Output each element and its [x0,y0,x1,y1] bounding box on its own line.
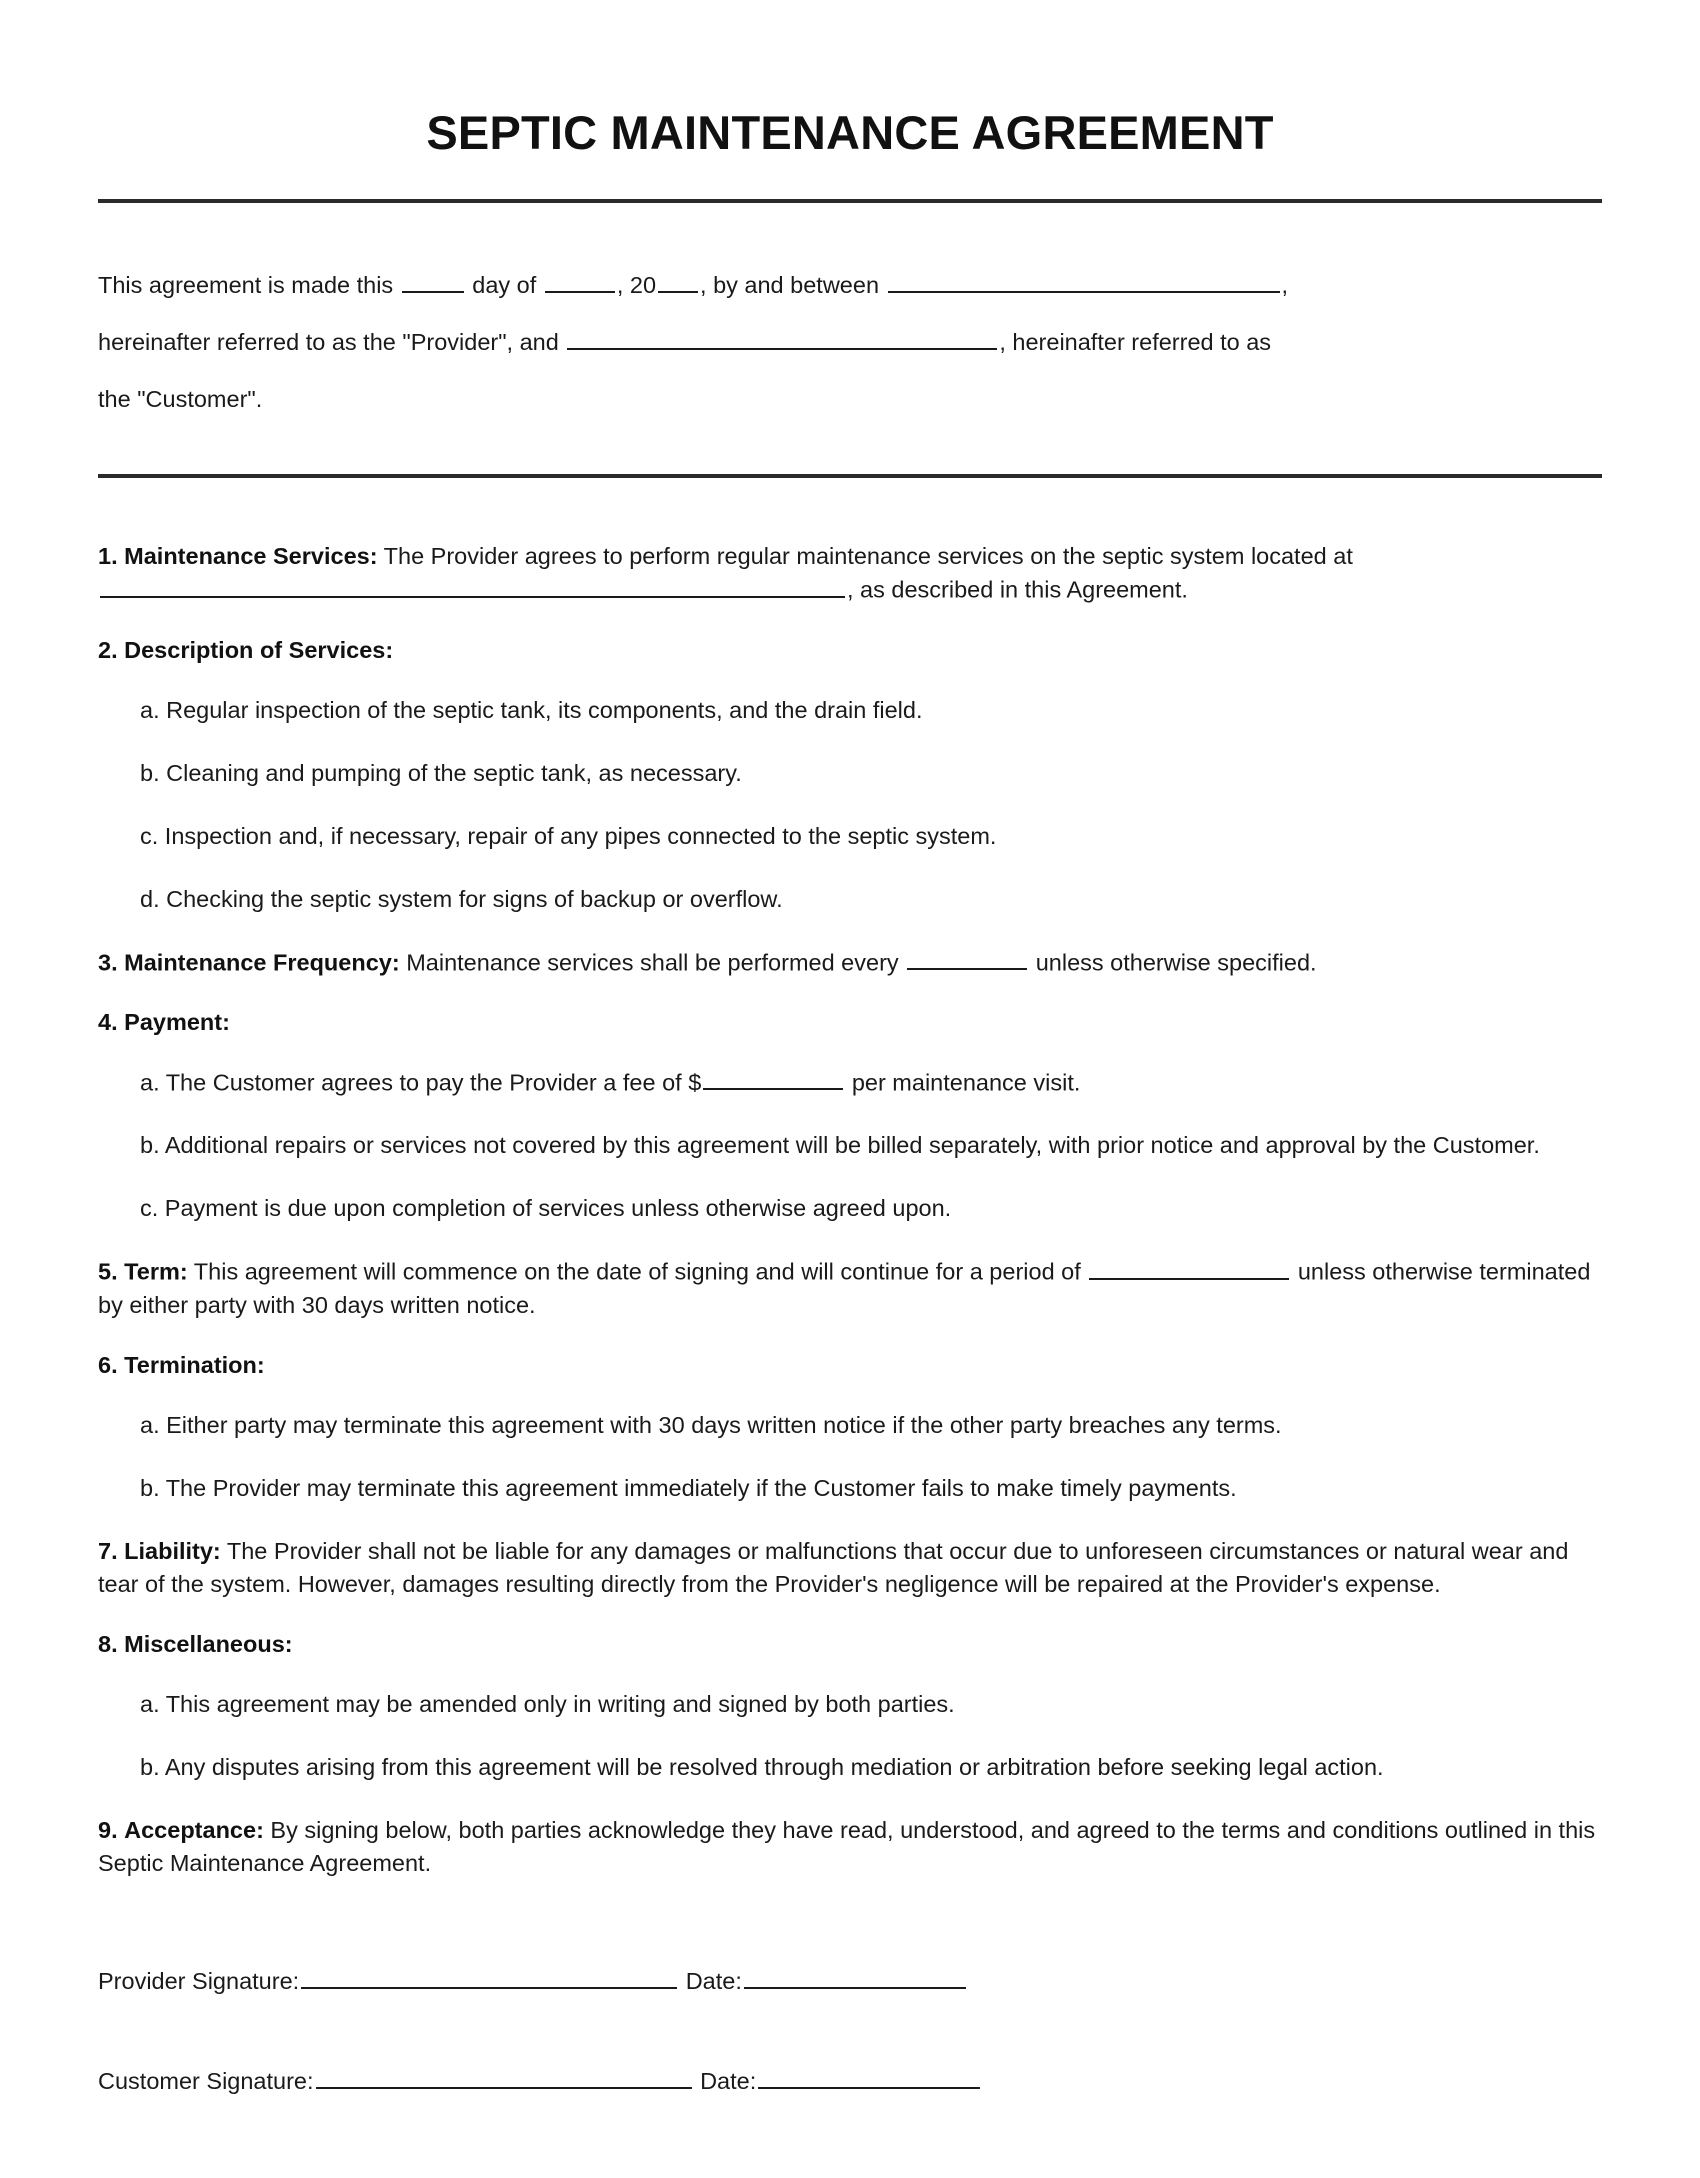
provider-signature-blank[interactable] [301,1964,677,1988]
intro-line-1 [98,257,1602,314]
customer-date-label: Date: [700,2067,757,2094]
provider-name-blank[interactable] [888,269,1280,293]
section-1-number: 1. [98,543,118,570]
provider-signature-label: Provider Signature: [98,1967,300,1994]
section-9-number: 9. [98,1816,118,1843]
list-item: a. This agreement may be amended only in writing and signed by both parties. [140,1690,955,1717]
section-acceptance [98,1814,1602,1880]
list-item: d. Checking the septic system for signs of backup or overflow. [140,885,783,912]
intro-spacer [98,428,1602,474]
section-1-body-a: The Provider agrees to perform regular maintenance services on the septic system located at [383,543,1353,570]
section-3-heading: Maintenance Frequency: [124,948,400,975]
intro-line-2 [98,314,1602,371]
intro-text-2a: hereinafter referred to as the "Provider", and [98,329,559,356]
section-4-number: 4. [98,1008,118,1035]
section-3-body-a: Maintenance services shall be performed every [406,948,899,975]
page-title: SEPTIC MAINTENANCE AGREEMENT [426,106,1274,159]
intro-text-1e: , [1281,272,1289,299]
section-term [98,1255,1602,1321]
section-maintenance-frequency [98,946,1602,979]
list-item: a. Either party may terminate this agreement with 30 days written notice if the other party breaches any terms. [140,1411,1282,1438]
list-item: c. Payment is due upon completion of services unless otherwise agreed upon. [140,1195,952,1222]
provider-date-label: Date: [685,1967,742,1994]
section-description-of-services [98,637,1602,664]
section-9-heading: Acceptance: [124,1816,264,1843]
list-item: b. Cleaning and pumping of the septic tank, as necessary. [140,759,742,786]
intro-text-1c: , 20 [616,272,657,299]
section-9-body: By signing below, both parties acknowledge they have read, understood, and agreed to the terms and conditions outlined in this Septic Maintenance Agreement. [98,1816,1596,1876]
intro-text-1d: , by and between [700,272,880,299]
section-8-heading: Miscellaneous: [124,1630,293,1657]
list-item [140,1066,1602,1099]
year-blank[interactable] [658,269,698,293]
provider-signature-row [98,1964,1602,1998]
section-1-body-b: , as described in this Agreement. [847,576,1188,603]
section-2-heading: Description of Services: [124,636,394,663]
section-2-number: 2. [98,636,118,663]
intro-line-3 [98,371,1602,428]
day-blank[interactable] [402,269,464,293]
customer-date-blank[interactable] [758,2064,980,2088]
section-3-body-b: unless otherwise specified. [1035,948,1317,975]
section-5-body-b: unless otherwise terminated by either party with 30 days written notice. [98,1258,1591,1318]
intro-paragraph [98,257,1602,428]
section-liability [98,1535,1602,1601]
payment-item-a-post: per maintenance visit. [851,1069,1081,1096]
intro-text-1b: day of [472,272,537,299]
agreement-body [98,540,1602,1879]
frequency-blank[interactable] [907,946,1027,970]
list-item: a. Regular inspection of the septic tank, its components, and the drain field. [140,696,923,723]
document-sheet [98,0,1602,2098]
section-6-number: 6. [98,1351,118,1378]
list-item: b. Any disputes arising from this agreement will be resolved through mediation or arbitration before seeking legal action. [140,1753,1384,1780]
signature-block [98,1964,1602,2098]
intro-text-3: the "Customer". [98,386,263,413]
section-maintenance-services [98,540,1602,606]
provider-date-blank[interactable] [744,1964,966,1988]
month-blank[interactable] [545,269,615,293]
payment-item-a-pre: a. The Customer agrees to pay the Provider a fee of $ [140,1069,702,1096]
list-item: b. The Provider may terminate this agreement immediately if the Customer fails to make timely payments. [140,1474,1237,1501]
section-3-number: 3. [98,948,118,975]
section-payment [98,1009,1602,1036]
intro-text-1a: This agreement is made this [98,272,394,299]
list-item: b. Additional repairs or services not covered by this agreement will be billed separately, with prior notice and approval by the Customer. [140,1132,1540,1159]
section-5-heading: Term: [124,1258,188,1285]
customer-name-blank[interactable] [567,326,997,350]
term-period-blank[interactable] [1089,1255,1289,1279]
section-7-heading: Liability: [124,1537,221,1564]
section-8-number: 8. [98,1630,118,1657]
section-5-body-a: This agreement will commence on the date of signing and will continue for a period of [193,1258,1081,1285]
intro-divider [98,474,1602,478]
customer-signature-blank[interactable] [316,2064,692,2088]
property-address-blank[interactable] [100,573,845,597]
section-6-heading: Termination: [124,1351,265,1378]
title-divider [98,199,1602,203]
section-4-heading: Payment: [124,1008,230,1035]
section-1-heading: Maintenance Services: [124,543,378,570]
section-7-number: 7. [98,1537,118,1564]
section-7-body: The Provider shall not be liable for any damages or malfunctions that occur due to unforeseen circumstances or natural wear and tear of the system. However, damages resulting directly from the Provider's negligence will be repaired at the Provider's expense. [98,1537,1569,1597]
section-5-number: 5. [98,1258,118,1285]
customer-signature-row [98,2064,1602,2098]
section-miscellaneous [98,1631,1602,1658]
fee-amount-blank[interactable] [703,1066,843,1090]
intro-text-2b: , hereinafter referred to as [999,329,1272,356]
customer-signature-label: Customer Signature: [98,2067,314,2094]
list-item: c. Inspection and, if necessary, repair of any pipes connected to the septic system. [140,822,997,849]
section-termination [98,1352,1602,1379]
